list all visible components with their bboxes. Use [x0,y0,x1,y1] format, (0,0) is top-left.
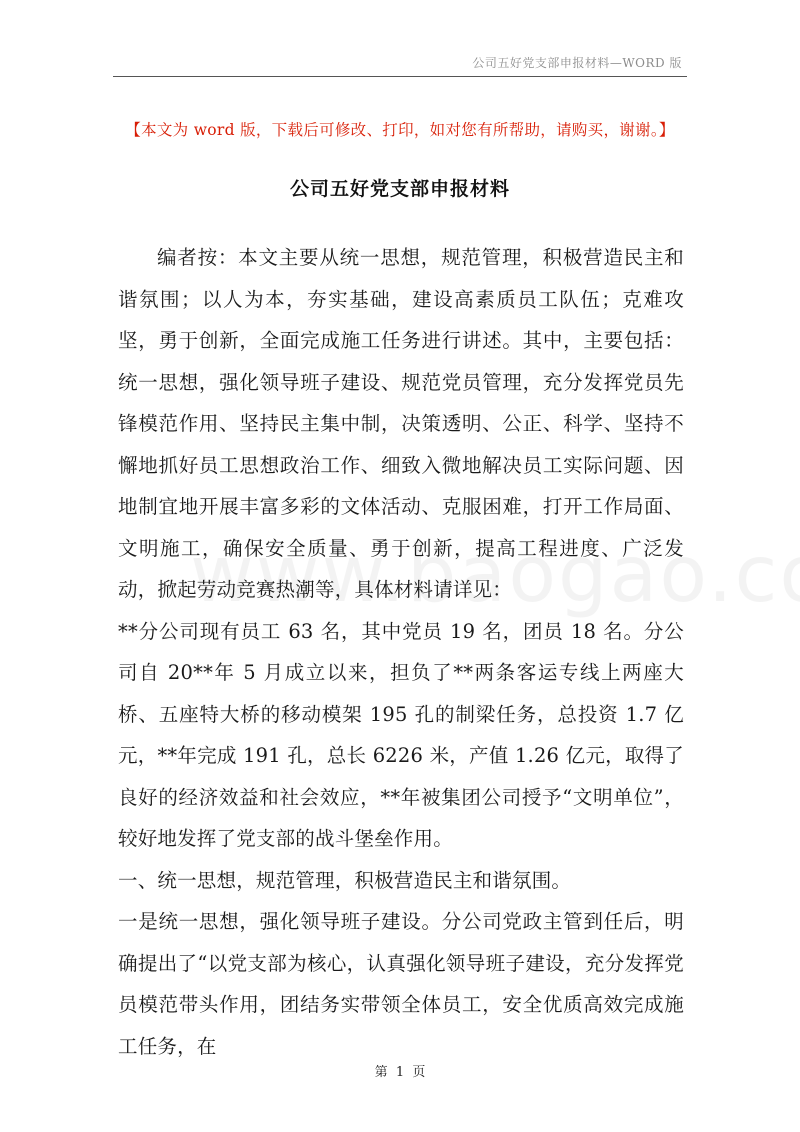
document-body [118,237,684,1067]
company-overview-paragraph: **分公司现有员工 63 名，其中党员 19 名，团员 18 名。分公司自 20**年 5 月成立以来，担负了**两条客运专线上两座大桥、五座特大桥的移动模架 195 孔的制梁任务，总投资 1.7 亿元，**年完成 191 孔，总长 6226 米，产值 1.26 亿元，取得了良好的经济效益和社会效应，**年被集团公司授予“文明单位”，较好地发挥了党支部的战斗堡垒作用。 [118,619,684,850]
editor-note-paragraph: 编者按：本文主要从统一思想，规范管理，积极营造民主和谐氛围；以人为本，夯实基础，建设高素质员工队伍；克难攻坚，勇于创新，全面完成施工任务进行讲述。其中，主要包括：统一思想，强化领导班子建设、规范党员管理，充分发挥党员先锋模范作用、坚持民主集中制，决策透明、公正、科学、坚持不懈地抓好员工思想政治工作、细致入微地解决员工实际问题、因地制宜地开展丰富多彩的文体活动、克服困难，打开工作局面、文明施工，确保安全质量、勇于创新，提高工程进度、广泛发动，掀起劳动竞赛热潮等，具体材料请详见： [118,246,684,601]
page-number: 第 1 页 [374,1065,426,1080]
section-heading-1: 一、统一思想，规范管理，积极营造民主和谐氛围。 [118,868,572,892]
purchase-notice: 【本文为 word 版，下载后可修改、打印，如对您有所帮助，请购买，谢谢。】 [125,121,675,139]
running-header: 公司五好党支部申报材料—WORD 版 [472,56,682,70]
document-title: 公司五好党支部申报材料 [289,178,510,200]
header-divider [113,76,687,77]
section-1-paragraph: 一是统一思想，强化领导班子建设。分公司党政主管到任后，明确提出了“以党支部为核心，认真强化领导班子建设，充分发挥党员模范带头作用，团结务实带领全体员工，安全优质高效完成施工任务，在 [118,910,684,1058]
